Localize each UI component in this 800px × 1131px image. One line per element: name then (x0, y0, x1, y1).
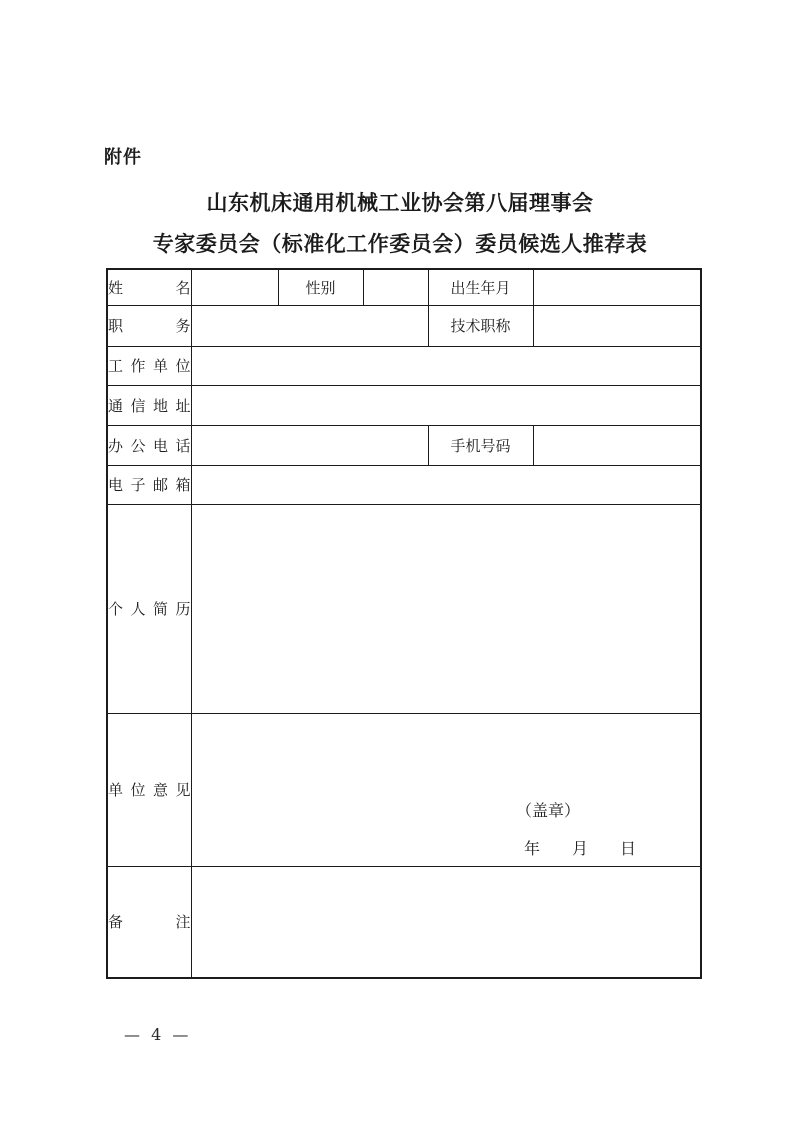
position-value-cell (191, 305, 428, 346)
office-phone-label: 办公电话 (107, 425, 191, 465)
mailing-address-value-cell (191, 385, 701, 425)
name-label: 姓名 (107, 269, 191, 305)
row-remarks (107, 866, 701, 978)
attachment-label: 附件 (104, 147, 142, 168)
row-personal-resume (107, 504, 701, 713)
personal-resume-label: 个人简历 (107, 504, 191, 713)
row-phones (107, 425, 701, 465)
page-number: — 4 — (124, 1025, 192, 1044)
birth-date-value-cell (533, 269, 701, 305)
remarks-value-cell (191, 866, 701, 978)
personal-resume-value-cell (191, 504, 701, 713)
work-unit-value-cell (191, 346, 701, 385)
office-phone-value-cell (191, 425, 428, 465)
row-email (107, 465, 701, 504)
title-line-1: 山东机床通用机械工业协会第八届理事会 (206, 191, 594, 215)
title-line-2: 专家委员会（标准化工作委员会）委员候选人推荐表 (152, 232, 648, 256)
date-fill-in-text: 年 月 日 (523, 838, 636, 858)
unit-opinion-value-cell (191, 713, 701, 866)
name-value-cell (191, 269, 278, 305)
technical-title-label: 技术职称 (428, 305, 533, 346)
technical-title-value-cell (533, 305, 701, 346)
gender-label: 性别 (278, 269, 363, 305)
email-value-cell (191, 465, 701, 504)
mobile-number-value-cell (533, 425, 701, 465)
row-work-unit (107, 346, 701, 385)
seal-hint-text: （盖章） (515, 800, 580, 820)
mobile-number-label: 手机号码 (428, 425, 533, 465)
work-unit-label: 工作单位 (107, 346, 191, 385)
unit-opinion-label: 单位意见 (107, 713, 191, 866)
position-label: 职务 (107, 305, 191, 346)
row-position-title (107, 305, 701, 346)
row-mailing-address (107, 385, 701, 425)
row-unit-opinion (107, 713, 701, 866)
remarks-label: 备注 (107, 866, 191, 978)
birth-date-label: 出生年月 (428, 269, 533, 305)
document-title (0, 183, 800, 265)
mailing-address-label: 通信地址 (107, 385, 191, 425)
candidate-form-table (106, 268, 702, 979)
gender-value-cell (363, 269, 428, 305)
email-label: 电子邮箱 (107, 465, 191, 504)
row-name-gender-birth (107, 269, 701, 305)
